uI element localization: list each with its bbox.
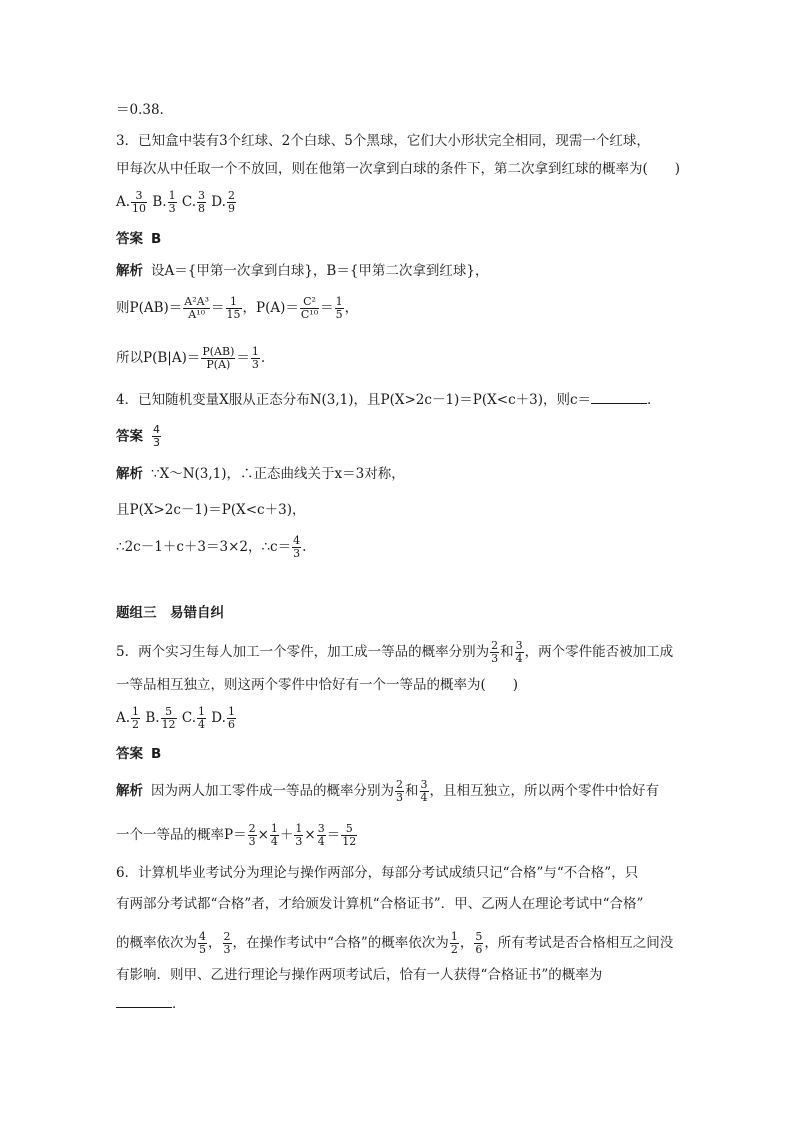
text: 有两部分考试都“合格”者，才给颁发计算机“合格证书”．甲、乙两人在理论考试中“合格” [116, 896, 644, 912]
fraction [450, 931, 459, 956]
denominator: 4 [515, 652, 523, 665]
denominator: 10 [132, 202, 147, 215]
text: ＝ [320, 300, 334, 316]
question-3-stem-line-2 [116, 160, 680, 178]
numerator: 1 [132, 705, 140, 718]
answer-value: B [151, 231, 162, 247]
question-6-line-4 [116, 966, 602, 984]
numerator: 2 [248, 822, 256, 835]
question-5-stem-line-2 [116, 676, 518, 694]
question-6-line-5 [116, 995, 186, 1013]
denominator: 2 [132, 718, 140, 731]
question-3-explanation-line-3 [116, 346, 265, 371]
text: 甲每次从中任取一个不放回，则在他第一次拿到白球的条件下，第二次拿到红球的概率为( ) [116, 161, 681, 177]
fraction [223, 931, 232, 956]
denominator: 3 [295, 835, 303, 848]
denominator: 3 [223, 943, 231, 956]
text: ，所有考试是否合格相互之间没 [484, 935, 674, 951]
text: 设A＝{甲第一次拿到白球}，B＝{甲第二次拿到红球}， [151, 263, 489, 279]
answer-value: B [151, 746, 162, 762]
option-label: B. [145, 710, 160, 726]
question-4-explanation-line-3 [116, 535, 306, 560]
denominator: 6 [227, 718, 235, 731]
denominator: 5 [199, 943, 206, 956]
text: 和 [405, 783, 419, 799]
answer-label: 答案 [116, 746, 143, 762]
question-6-line-1 [116, 864, 638, 882]
text: 且P(X>2c－1)＝P(X<c＋3)， [116, 502, 306, 518]
text: ＋ [279, 827, 294, 843]
text: . [302, 539, 307, 555]
denominator: 3 [396, 791, 403, 804]
text: ． [172, 996, 186, 1012]
numerator: 3 [198, 189, 205, 202]
numerator: 5 [475, 930, 483, 943]
numerator: 2 [396, 778, 403, 791]
question-3-stem-line-1 [116, 132, 650, 150]
numerator: 1 [295, 822, 303, 835]
option-label: D. [211, 194, 226, 210]
question-4-explanation-line-2 [116, 501, 305, 519]
fraction [294, 823, 303, 848]
numerator: 4 [153, 423, 160, 436]
text: ∴2c－1＋c＋3＝3×2，∴c＝ [116, 539, 292, 555]
fraction [335, 296, 344, 321]
denominator: 4 [270, 835, 278, 848]
fraction [197, 190, 206, 215]
numerator: 2 [491, 639, 499, 652]
denominator: 6 [475, 943, 483, 956]
numerator: 5 [341, 823, 357, 836]
text: × [304, 827, 316, 843]
option-label: C. [181, 710, 196, 726]
text: 则P(AB)＝ [116, 300, 183, 316]
text: 因为两人加工零件成一等品的概率分别为 [151, 783, 394, 799]
numerator: 3 [420, 778, 428, 791]
text: 一等品相互独立，则这两个零件中恰好有一个一等品的概率为( ) [116, 677, 519, 693]
explanation-label: 解析 [116, 466, 143, 482]
denominator: A¹⁰ [188, 308, 206, 321]
fraction [251, 346, 260, 371]
text: 6．计算机毕业考试分为理论与操作两部分，每部分考试成绩只记“合格”与“不合格”，只 [116, 865, 639, 881]
numerator: 2 [227, 189, 235, 202]
fraction [152, 424, 161, 449]
option-label: C. [181, 194, 196, 210]
numerator: 1 [335, 295, 343, 308]
text: ，P(A)＝ [242, 300, 299, 316]
numerator: 1 [270, 822, 278, 835]
question-3-explanation-line-1 [116, 262, 489, 280]
fraction [197, 706, 206, 731]
answer-blank [591, 391, 647, 404]
text: 3．已知盒中装有3个红球、2个白球、5个黑球，它们大小形状完全相同，现需一个红球， [116, 133, 650, 149]
answer-label: 答案 [116, 428, 143, 445]
numerator: P(AB) [202, 345, 235, 358]
denominator: 4 [198, 718, 205, 731]
fraction [420, 779, 429, 804]
fraction [248, 823, 257, 848]
question-5-options [116, 706, 237, 731]
text-line [116, 101, 164, 119]
numerator: 4 [199, 930, 206, 943]
denominator: 3 [251, 358, 259, 371]
question-3-options [116, 190, 237, 215]
fraction [226, 296, 242, 321]
text: . [647, 392, 652, 408]
denominator: 12 [342, 835, 357, 848]
text: ∵X～N(3,1)，∴正态曲线关于x＝3对称， [151, 466, 405, 482]
text: ＝ [236, 350, 250, 366]
section-heading [116, 604, 224, 622]
text: 4．已知随机变量X服从正态分布N(3,1)，且P(X>2c－1)＝P(X<c＋3)，则c＝ [116, 392, 592, 408]
question-4-stem [116, 391, 651, 409]
numerator: 3 [317, 822, 325, 835]
denominator: 3 [248, 835, 256, 848]
denominator: 8 [198, 202, 205, 215]
denominator: 4 [420, 791, 428, 804]
question-3-answer [116, 230, 161, 248]
fraction [317, 823, 326, 848]
text: ，在操作考试中“合格”的概率依次为 [232, 935, 449, 951]
fraction [227, 706, 236, 731]
option-label: A. [116, 194, 131, 210]
question-6-line-3 [116, 931, 673, 956]
question-5-stem-line-1 [116, 640, 673, 665]
denominator: 2 [450, 943, 458, 956]
text: 5．两个实习生每人加工一个零件，加工成一等品的概率分别为 [116, 644, 490, 660]
question-5-answer [116, 745, 161, 763]
text: . [260, 350, 266, 366]
denominator: 12 [161, 718, 176, 731]
question-6-line-2 [116, 895, 643, 913]
numerator: 1 [226, 296, 242, 309]
answer-label: 答案 [116, 231, 143, 247]
fraction [161, 706, 177, 731]
option-label: D. [211, 710, 226, 726]
numerator: 1 [168, 189, 176, 202]
numerator: 1 [450, 930, 458, 943]
fraction [490, 640, 499, 665]
fraction [198, 931, 207, 956]
option-label: A. [116, 710, 131, 726]
denominator: 4 [317, 835, 325, 848]
denominator: 15 [226, 308, 241, 321]
question-4-explanation-line-1 [116, 465, 405, 483]
text: ，两个零件能否被加工成 [524, 644, 674, 660]
question-5-explanation-line-2 [116, 823, 358, 848]
text: 所以P(B|A)＝ [116, 350, 201, 366]
text: 和 [500, 644, 514, 660]
fraction [395, 779, 404, 804]
section-title: 题组三 易错自纠 [116, 605, 224, 621]
denominator: P(A) [206, 358, 231, 371]
fraction [168, 190, 177, 215]
fraction [227, 190, 236, 215]
text: ＝ [326, 827, 341, 843]
numerator: 3 [131, 190, 147, 203]
numerator: 1 [198, 705, 205, 718]
fraction [292, 535, 301, 560]
fraction [515, 640, 524, 665]
text: ＝0.38. [116, 102, 164, 118]
question-3-explanation-line-2 [116, 296, 358, 321]
text: 一个一等品的概率P＝ [116, 827, 247, 843]
explanation-label: 解析 [116, 783, 143, 799]
question-4-answer [116, 424, 162, 449]
denominator: 3 [168, 202, 176, 215]
fraction [131, 190, 147, 215]
fraction [300, 296, 319, 321]
fraction [341, 823, 357, 848]
numerator: C² [300, 296, 319, 309]
fraction [183, 296, 210, 321]
text: ＝ [211, 300, 225, 316]
denominator: 3 [491, 652, 499, 665]
numerator: 5 [161, 706, 177, 719]
denominator: 3 [293, 547, 301, 560]
denominator: 9 [227, 202, 235, 215]
fraction [131, 706, 140, 731]
numerator: 4 [293, 534, 301, 547]
fraction [474, 931, 483, 956]
fraction [201, 346, 235, 371]
text: ，且相互独立，所以两个零件中恰好有 [429, 783, 659, 799]
fraction [270, 823, 279, 848]
numerator: 3 [515, 639, 523, 652]
denominator: 5 [335, 308, 343, 321]
text: × [257, 827, 269, 843]
question-5-explanation-line-1 [116, 779, 659, 804]
numerator: 2 [223, 930, 231, 943]
text: ， [459, 935, 474, 951]
text: ， [344, 300, 359, 316]
denominator: 3 [153, 436, 160, 449]
text: 的概率依次为 [116, 935, 197, 951]
numerator: 1 [251, 345, 259, 358]
numerator: 1 [227, 705, 235, 718]
denominator: C¹⁰ [300, 308, 319, 321]
text: 有影响．则甲、乙进行理论与操作两项考试后，恰有一人获得“合格证书”的概率为 [116, 967, 603, 983]
option-label: B. [152, 194, 167, 210]
numerator: A²A³ [184, 295, 210, 308]
text: ， [208, 935, 222, 951]
explanation-label: 解析 [116, 263, 143, 279]
answer-blank [116, 995, 172, 1008]
